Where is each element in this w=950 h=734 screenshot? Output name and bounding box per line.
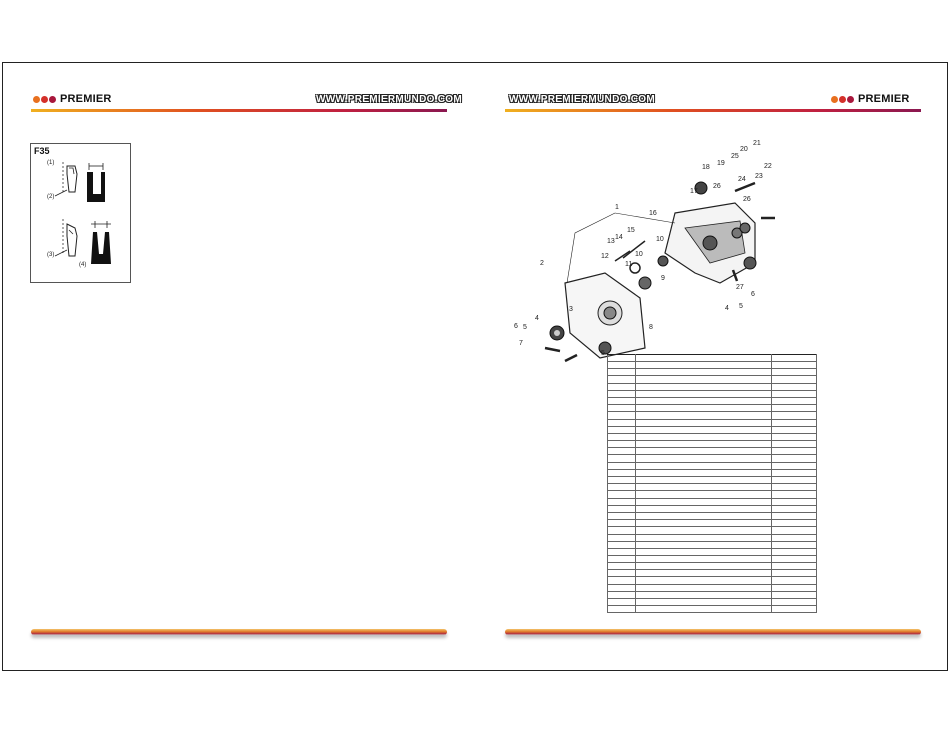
table-cell [636, 606, 772, 613]
table-cell [608, 512, 636, 519]
table-row [608, 534, 817, 541]
website-url: WWW.PREMIERMUNDO.COM [509, 94, 655, 105]
table-cell [608, 362, 636, 369]
logo-dot [41, 96, 48, 103]
table-row [608, 484, 817, 491]
table-cell [636, 419, 772, 426]
table-cell [636, 534, 772, 541]
table-cell [772, 584, 817, 591]
brand-name: PREMIER [858, 93, 910, 105]
part-number: 13 [607, 238, 615, 245]
part-number: 25 [731, 153, 739, 160]
table-cell [608, 577, 636, 584]
table-row [608, 412, 817, 419]
table-cell [636, 577, 772, 584]
table-cell [636, 591, 772, 598]
table-cell [636, 469, 772, 476]
table-cell [636, 599, 772, 606]
table-cell [772, 555, 817, 562]
table-cell [608, 433, 636, 440]
table-row [608, 376, 817, 383]
part-number: 20 [740, 146, 748, 153]
brand-name: PREMIER [60, 93, 112, 105]
table-row [608, 555, 817, 562]
table-cell [636, 455, 772, 462]
table-cell [772, 570, 817, 577]
table-cell [608, 426, 636, 433]
table-cell [636, 527, 772, 534]
logo-dot [847, 96, 854, 103]
logo-dot [839, 96, 846, 103]
website-url: WWW.PREMIERMUNDO.COM [316, 94, 462, 105]
table-row [608, 462, 817, 469]
table-row [608, 577, 817, 584]
table-cell [636, 541, 772, 548]
table-cell [608, 591, 636, 598]
table-row [608, 455, 817, 462]
table-row [608, 527, 817, 534]
table-cell [608, 355, 636, 362]
table-cell [772, 433, 817, 440]
table-cell [772, 477, 817, 484]
table-row [608, 441, 817, 448]
table-cell [608, 498, 636, 505]
table-cell [772, 527, 817, 534]
table-row [608, 433, 817, 440]
table-cell [636, 362, 772, 369]
table-cell [772, 606, 817, 613]
table-cell [772, 498, 817, 505]
table-cell [608, 606, 636, 613]
table-row [608, 606, 817, 613]
table-cell [636, 426, 772, 433]
table-cell [772, 491, 817, 498]
table-cell [636, 448, 772, 455]
table-row [608, 383, 817, 390]
table-cell [772, 599, 817, 606]
part-number: 10 [635, 251, 643, 258]
table-cell [772, 383, 817, 390]
table-row [608, 505, 817, 512]
table-row [608, 512, 817, 519]
part-number: 10 [656, 236, 664, 243]
footer-rule [31, 629, 447, 635]
brand-logo-right [831, 93, 910, 105]
part-number: 5 [601, 350, 605, 357]
parts-table-body [608, 355, 817, 613]
header-rule [31, 109, 447, 112]
table-cell [772, 426, 817, 433]
part-number: 3 [569, 306, 573, 313]
table-cell [636, 376, 772, 383]
table-cell [608, 390, 636, 397]
table-cell [636, 355, 772, 362]
part-number: 18 [702, 164, 710, 171]
table-row [608, 477, 817, 484]
table-row [608, 426, 817, 433]
table-cell [772, 462, 817, 469]
table-cell [636, 405, 772, 412]
table-cell [772, 412, 817, 419]
table-cell [772, 541, 817, 548]
table-row [608, 541, 817, 548]
table-cell [608, 448, 636, 455]
table-cell [608, 527, 636, 534]
table-cell [636, 512, 772, 519]
table-cell [772, 577, 817, 584]
table-cell [608, 555, 636, 562]
part-number: 24 [738, 176, 746, 183]
table-cell [608, 419, 636, 426]
table-cell [636, 570, 772, 577]
table-cell [608, 462, 636, 469]
callout-2: (2) [47, 194, 55, 200]
table-cell [608, 469, 636, 476]
table-row [608, 491, 817, 498]
footer-rule [505, 629, 921, 635]
table-cell [772, 455, 817, 462]
table-cell [608, 484, 636, 491]
table-cell [608, 570, 636, 577]
table-cell [608, 584, 636, 591]
part-number: 1 [615, 204, 619, 211]
part-number: 19 [717, 160, 725, 167]
table-row [608, 563, 817, 570]
part-number: 26 [743, 196, 751, 203]
table-cell [772, 405, 817, 412]
part-number: 7 [519, 340, 523, 347]
table-row [608, 369, 817, 376]
table-cell [772, 362, 817, 369]
table-cell [772, 369, 817, 376]
table-cell [608, 397, 636, 404]
table-row [608, 498, 817, 505]
callout-1: (1) [47, 160, 55, 166]
table-cell [636, 491, 772, 498]
table-row [608, 355, 817, 362]
table-cell [608, 405, 636, 412]
table-cell [772, 505, 817, 512]
table-cell [636, 390, 772, 397]
logo-dot [33, 96, 40, 103]
part-number: 9 [661, 275, 665, 282]
table-cell [636, 484, 772, 491]
table-cell [772, 397, 817, 404]
table-cell [772, 419, 817, 426]
part-number: 22 [764, 163, 772, 170]
exploded-parts-diagram [505, 133, 865, 357]
callout-3: (3) [47, 252, 55, 258]
part-number: 8 [649, 324, 653, 331]
table-cell [772, 376, 817, 383]
part-number: 2 [540, 260, 544, 267]
table-cell [772, 591, 817, 598]
parts-table [607, 354, 817, 613]
table-cell [608, 505, 636, 512]
table-cell [608, 520, 636, 527]
table-cell [608, 599, 636, 606]
table-cell [636, 505, 772, 512]
table-cell [608, 441, 636, 448]
table-cell [608, 455, 636, 462]
table-row [608, 591, 817, 598]
table-cell [636, 397, 772, 404]
part-number: 14 [615, 234, 623, 241]
part-number: 4 [725, 305, 729, 312]
table-cell [772, 390, 817, 397]
table-cell [608, 491, 636, 498]
table-cell [772, 484, 817, 491]
brand-logo-left [33, 93, 112, 105]
table-cell [636, 555, 772, 562]
table-cell [608, 563, 636, 570]
table-cell [608, 548, 636, 555]
table-cell [636, 462, 772, 469]
table-cell [608, 369, 636, 376]
table-cell [636, 383, 772, 390]
table-row [608, 469, 817, 476]
table-cell [608, 376, 636, 383]
table-row [608, 548, 817, 555]
part-number: 21 [753, 140, 761, 147]
table-row [608, 397, 817, 404]
table-cell [636, 563, 772, 570]
table-cell [636, 412, 772, 419]
table-cell [772, 441, 817, 448]
table-row [608, 570, 817, 577]
part-number: 12 [601, 253, 609, 260]
part-number: 5 [739, 303, 743, 310]
logo-dot [831, 96, 838, 103]
table-cell [772, 512, 817, 519]
part-number: 27 [736, 284, 744, 291]
part-number: 23 [755, 173, 763, 180]
table-row [608, 599, 817, 606]
table-cell [636, 498, 772, 505]
table-cell [772, 548, 817, 555]
part-number: 16 [649, 210, 657, 217]
table-cell [636, 584, 772, 591]
table-row [608, 362, 817, 369]
logo-dots-icon [831, 96, 854, 103]
table-row [608, 520, 817, 527]
table-row [608, 419, 817, 426]
table-cell [772, 355, 817, 362]
table-cell [772, 563, 817, 570]
table-cell [608, 541, 636, 548]
right-page [475, 62, 948, 671]
part-number: 15 [627, 227, 635, 234]
table-row [608, 405, 817, 412]
part-number: 26 [713, 183, 721, 190]
part-number: 4 [535, 315, 539, 322]
table-cell [772, 448, 817, 455]
table-row [608, 584, 817, 591]
logo-dots-icon [33, 96, 56, 103]
part-number: 11 [625, 261, 633, 268]
table-cell [772, 534, 817, 541]
table-cell [636, 520, 772, 527]
table-cell [772, 469, 817, 476]
figure-f35 [30, 143, 131, 283]
table-cell [772, 520, 817, 527]
table-row [608, 390, 817, 397]
table-cell [636, 477, 772, 484]
table-cell [608, 477, 636, 484]
part-number: 17 [690, 188, 698, 195]
table-cell [608, 534, 636, 541]
part-number: 5 [523, 324, 527, 331]
part-number: 6 [514, 323, 518, 330]
table-cell [608, 412, 636, 419]
table-row [608, 448, 817, 455]
table-cell [636, 369, 772, 376]
figure-label: F35 [34, 146, 50, 156]
logo-dot [49, 96, 56, 103]
table-cell [636, 441, 772, 448]
part-number: 6 [751, 291, 755, 298]
table-cell [608, 383, 636, 390]
table-cell [636, 548, 772, 555]
header-rule [505, 109, 921, 112]
table-cell [636, 433, 772, 440]
left-page [2, 62, 477, 671]
callout-4: (4) [79, 262, 87, 268]
